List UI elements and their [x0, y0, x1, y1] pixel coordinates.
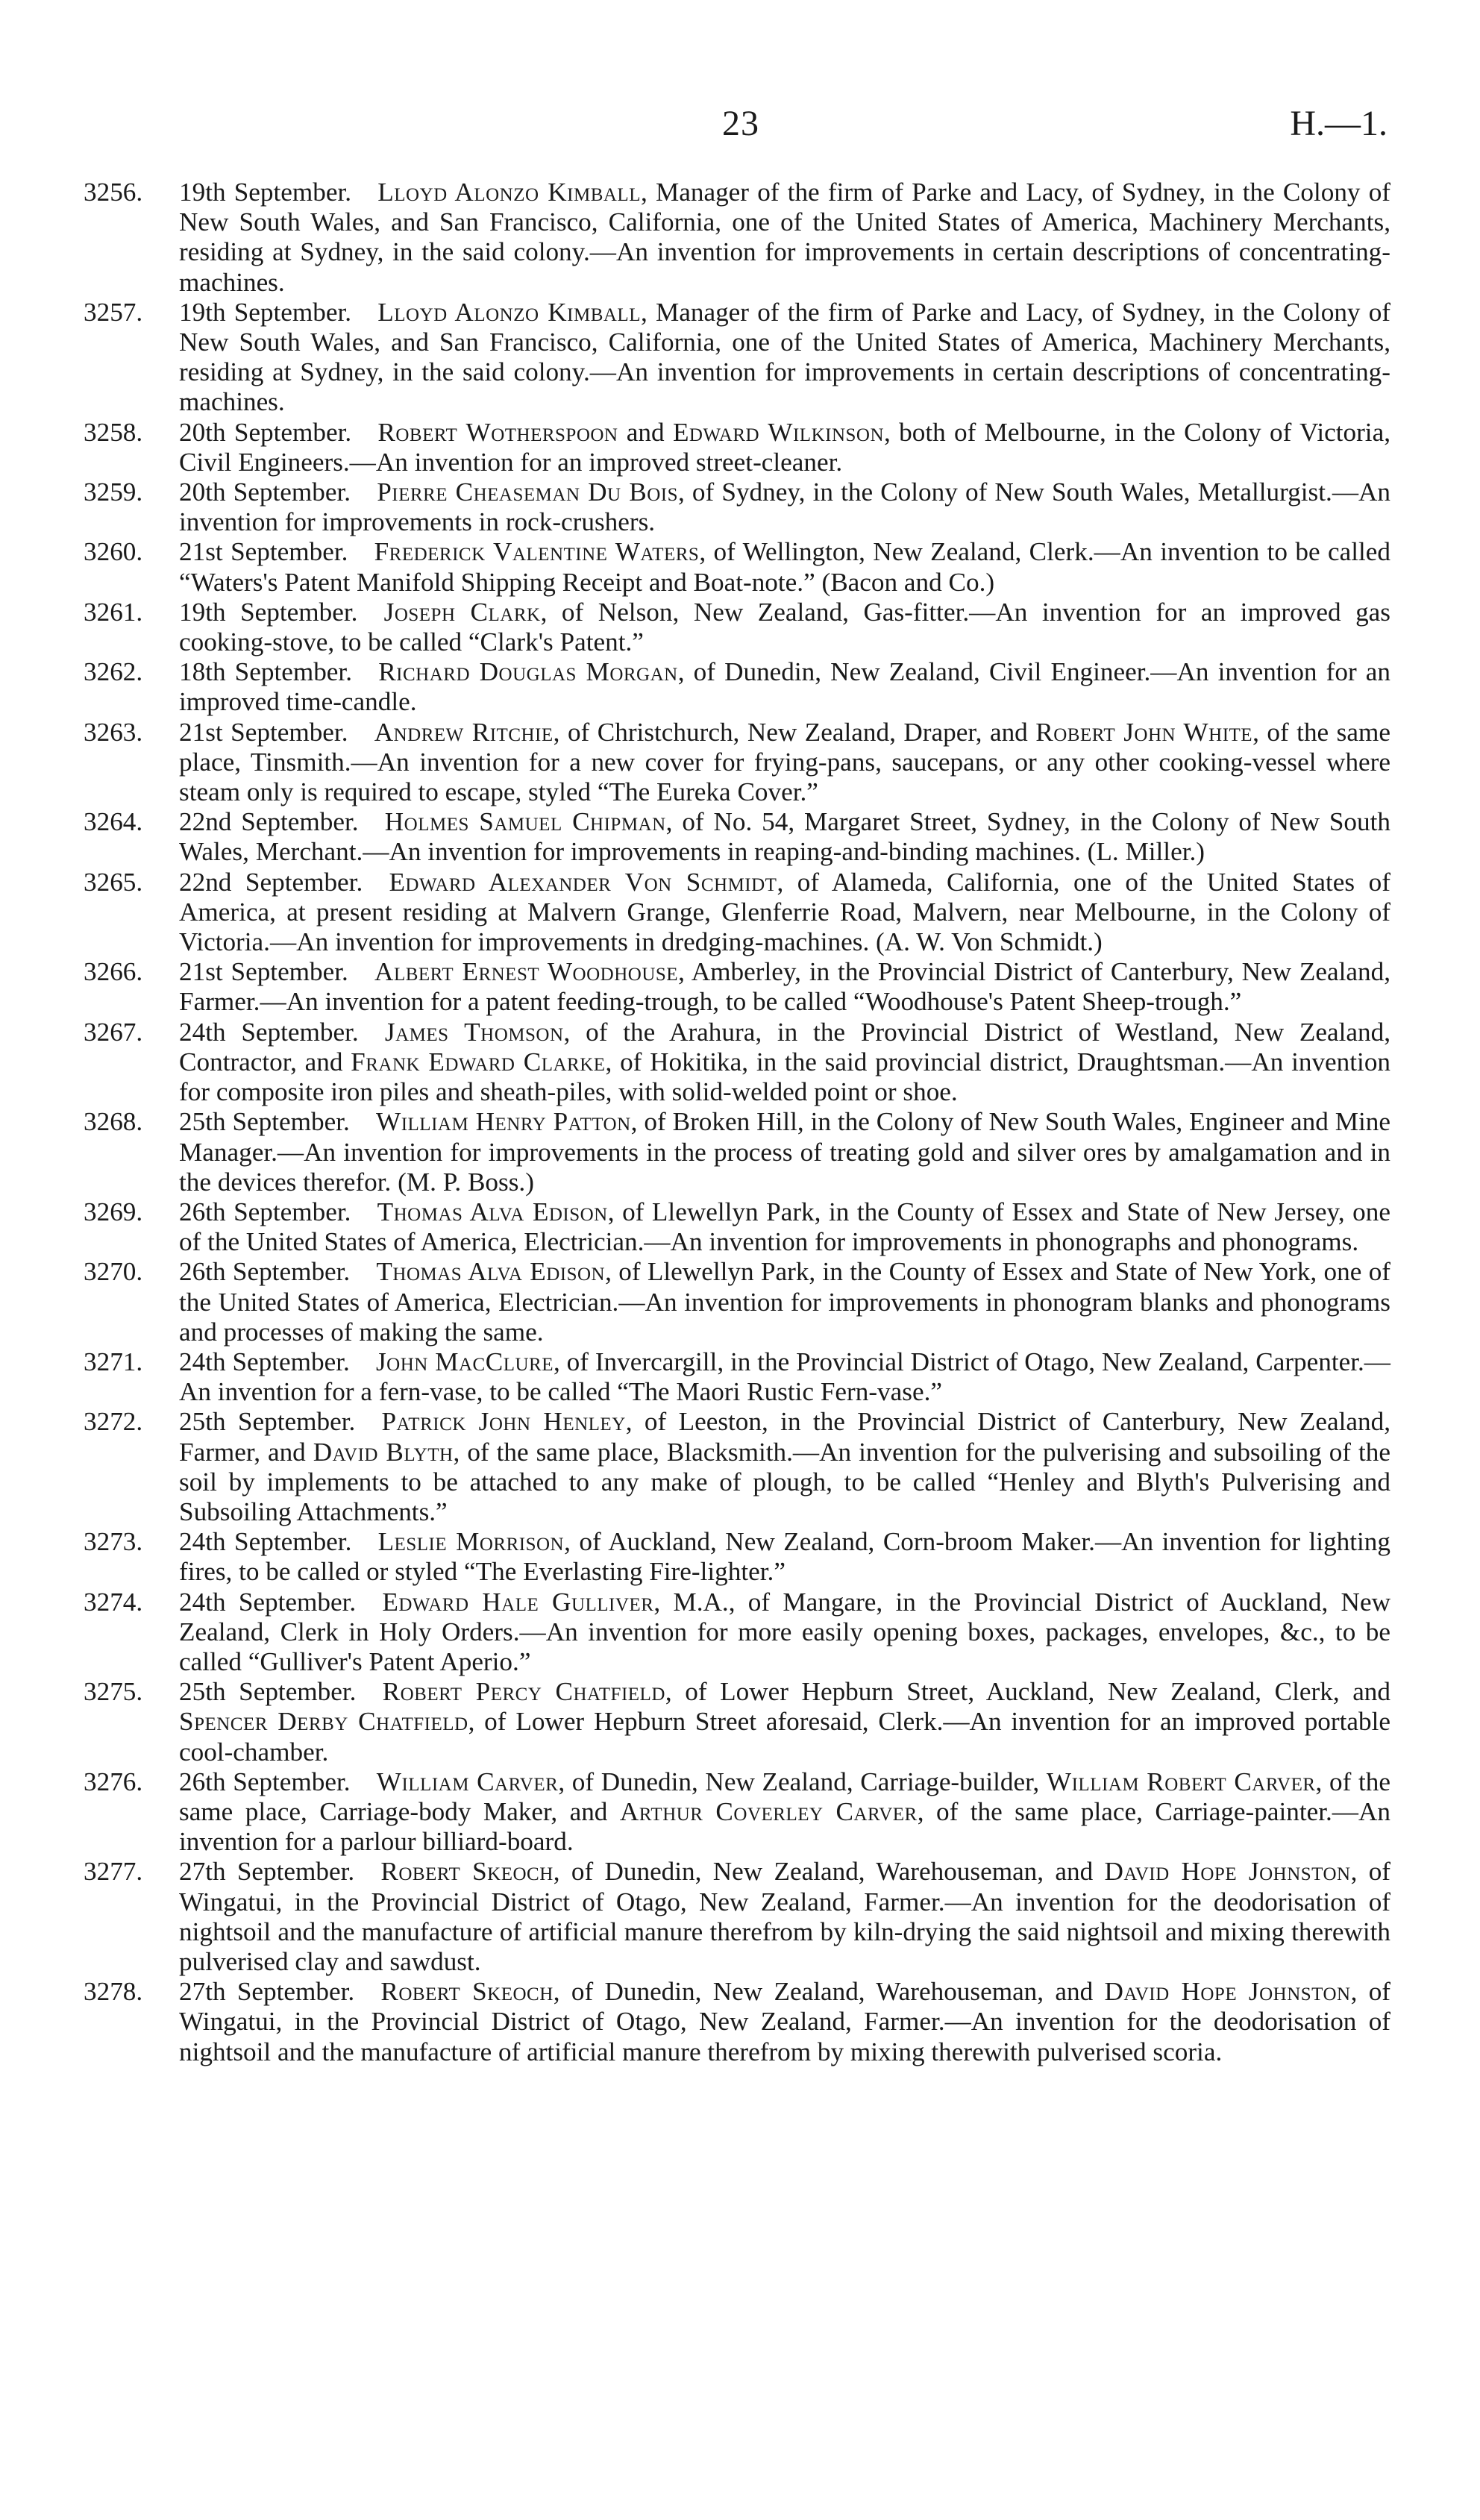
applicant-name: Patrick John Henley [381, 1407, 626, 1437]
applicant-name: Robert Wotherspoon [377, 417, 618, 447]
entry-number: 3270. [84, 1257, 143, 1287]
entry-date: 21st September. [179, 537, 348, 567]
entry-text: , of the same place, Carriage-body Maker, and [179, 1767, 1390, 1826]
applicant-name: Thomas Alva Edison [376, 1257, 606, 1287]
patent-entry [84, 1767, 1390, 1858]
patent-entry [84, 178, 1390, 298]
entry-number: 3276. [84, 1767, 143, 1796]
page-number: 23 [722, 104, 759, 143]
patent-entry [84, 598, 1390, 657]
applicant-name: Albert Ernest Woodhouse [374, 957, 679, 987]
applicant-name: Pierre Cheaseman Du Bois [377, 477, 678, 507]
entry-text: , of Lower Hepburn Street aforesaid, Clerk.—An invention for an improved portable cool-chamber. [179, 1707, 1390, 1767]
patent-entry [84, 1527, 1390, 1587]
entry-number: 3267. [84, 1017, 143, 1047]
entry-number: 3272. [84, 1407, 143, 1437]
entry-number: 3271. [84, 1347, 143, 1376]
entry-number: 3256. [84, 178, 143, 207]
patent-entry [84, 1587, 1390, 1678]
entry-text: , of the same place, Tinsmith.—An invention for a new cover for frying-pans, saucepans, or any other cooking-vessel where steam only is required to escape, styled “The Eureka Cover.” [179, 717, 1390, 807]
patent-entry [84, 1857, 1390, 1977]
entry-number: 3259. [84, 477, 143, 507]
entry-text: , Amberley, in the Provincial District of Canterbury, New Zealand, Farmer.—An invention for a patent feeding-trough, to be called “Woodhouse's Patent Sheep-trough.” [179, 957, 1390, 1017]
entry-number: 3258. [84, 417, 143, 447]
applicant-name: William Robert Carver [1046, 1767, 1316, 1796]
entry-text: , of Dunedin, New Zealand, Warehouseman, and [553, 1857, 1105, 1887]
entry-text: , of Wingatui, in the Provincial District of Otago, New Zealand, Farmer.—An invention for the deodorisation of nightsoil and the manufacture of artificial manure therefrom by kiln-drying the said nightsoil and mixing therewith pulverised clay and sawdust. [179, 1857, 1391, 1976]
entry-date: 19th September. [179, 178, 352, 207]
entry-text: , of Dunedin, New Zealand, Civil Engineer.—An invention for an improved time-candle. [179, 657, 1391, 717]
applicant-name: Arthur Coverley Carver [619, 1796, 918, 1826]
applicant-name: David Hope Johnston [1104, 1977, 1351, 2007]
entry-text: , of Hokitika, in the said provincial district, Draughtsman.—An invention for composite iron piles and sheath-piles, with solid-welded point or shoe. [179, 1047, 1391, 1107]
entry-text: , of Leeston, in the Provincial District of Canterbury, New Zealand, Farmer, and [179, 1407, 1390, 1467]
entry-text: and [618, 417, 673, 447]
entry-text: , Manager of the firm of Parke and Lacy, of Sydney, in the Colony of New South Wales, and San Francisco, California, one of the United States of America, Machinery Merchants, residing at Sydney, in the said colony.—An invention for improvements in certain descriptions of concentrating-machines. [179, 297, 1391, 417]
patent-entry [84, 298, 1390, 418]
entry-text: , of the Arahura, in the Provincial District of Westland, New Zealand, Contractor, and [179, 1017, 1391, 1076]
entry-date: 19th September. [179, 597, 358, 627]
applicant-name: Leslie Morrison [377, 1527, 565, 1557]
applicant-name: Frank Edward Clarke [351, 1047, 606, 1076]
patent-entry [84, 807, 1390, 867]
entry-text: , of the same place, Carriage-painter.—An invention for a parlour billiard-board. [179, 1796, 1390, 1857]
applicant-name: Holmes Samuel Chipman [384, 807, 666, 837]
applicant-name: Thomas Alva Edison [377, 1197, 608, 1226]
entry-date: 24th September. [179, 1527, 352, 1557]
patent-entry [84, 418, 1390, 477]
applicant-name: Spencer Derby Chatfield [179, 1707, 468, 1737]
patent-entry [84, 657, 1390, 717]
entry-number: 3278. [84, 1977, 143, 2007]
entry-text: , of Christchurch, New Zealand, Draper, and [553, 717, 1036, 747]
applicant-name: Richard Douglas Morgan [378, 657, 678, 687]
entry-text: , of Llewellyn Park, in the County of Essex and State of New York, one of the United States of America, Electrician.—An invention for improvements in phonogram blanks and phonograms and processes of making the same. [179, 1257, 1391, 1347]
entry-number: 3260. [84, 537, 143, 567]
entry-number: 3265. [84, 867, 143, 897]
entry-text: , of Sydney, in the Colony of New South Wales, Metallurgist.—An invention for improvements in rock-crushers. [179, 477, 1391, 537]
patent-entry [84, 957, 1390, 1017]
applicant-name: David Blyth [313, 1437, 454, 1467]
entry-date: 27th September. [179, 1857, 355, 1887]
entry-text: , of Auckland, New Zealand, Corn-broom Maker.—An invention for lighting fires, to be called or styled “The Everlasting Fire-lighter.” [179, 1527, 1390, 1587]
entry-date: 25th September. [179, 1107, 350, 1137]
entry-date: 26th September. [179, 1767, 351, 1796]
entry-number: 3262. [84, 657, 143, 687]
entry-date: 24th September. [179, 1347, 350, 1376]
entry-date: 18th September. [179, 657, 353, 687]
entry-date: 27th September. [179, 1977, 355, 2007]
entry-date: 26th September. [179, 1197, 351, 1226]
applicant-name: Edward Hale Gulliver [382, 1587, 654, 1617]
entry-text: , M.A., of Mangare, in the Provincial District of Auckland, New Zealand, Clerk in Holy Orders.—An invention for more easily opening boxes, packages, envelopes, &c., to be called “Gulliver's Patent Aperio.” [179, 1587, 1391, 1676]
entry-text: , Manager of the firm of Parke and Lacy, of Sydney, in the Colony of New South Wales, and San Francisco, California, one of the United States of America, Machinery Merchants, residing at Sydney, in the said colony.—An invention for improvements in certain descriptions of concentrating-machines. [179, 178, 1391, 297]
patent-entry [84, 1107, 1390, 1197]
patent-entry [84, 1407, 1390, 1527]
entry-date: 19th September. [179, 297, 352, 327]
entry-text: , of Broken Hill, in the Colony of New South Wales, Engineer and Mine Manager.—An invention for improvements in the process of treating gold and silver ores by amalgamation and in the devices therefor. (M. P. Boss.) [179, 1107, 1391, 1197]
document-reference: H.—1. [1290, 104, 1388, 143]
entry-text: , of Lower Hepburn Street, Auckland, New Zealand, Clerk, and [665, 1677, 1390, 1707]
entry-number: 3261. [84, 597, 143, 627]
entry-number: 3273. [84, 1527, 143, 1557]
entry-date: 20th September. [179, 477, 351, 507]
applicant-name: Joseph Clark [383, 597, 541, 627]
entry-text: , of Llewellyn Park, in the County of Essex and State of New Jersey, one of the United States of America, Electrician.—An invention for improvements in phonographs and phonograms. [179, 1197, 1390, 1257]
entry-number: 3257. [84, 297, 143, 327]
patent-entry [84, 718, 1390, 808]
entry-text: , both of Melbourne, in the Colony of Victoria, Civil Engineers.—An invention for an improved street-cleaner. [179, 417, 1391, 477]
applicant-name: Robert Skeoch [380, 1977, 554, 2007]
patent-entry [84, 868, 1390, 958]
patent-entries-list [84, 178, 1390, 2067]
entry-date: 22nd September. [179, 807, 359, 837]
entry-number: 3268. [84, 1107, 143, 1137]
patent-entry [84, 477, 1390, 537]
entry-date: 25th September. [179, 1407, 356, 1437]
entry-date: 24th September. [179, 1017, 359, 1047]
entry-text: , of Alameda, California, one of the United States of America, at present residing at Malvern Grange, Glenferrie Road, Malvern, near Melbourne, in the Colony of Victoria.—An invention for improvements in dredging-machines. (A. W. Von Schmidt.) [179, 867, 1390, 957]
entry-date: 26th September. [179, 1257, 351, 1287]
applicant-name: Robert Percy Chatfield [382, 1677, 665, 1707]
patent-entry [84, 1018, 1390, 1108]
entry-number: 3274. [84, 1587, 143, 1617]
entry-text: , of the same place, Blacksmith.—An invention for the pulverising and subsoiling of the soil by implements to be attached to any make of plough, to be called “Henley and Blyth's Pulverising and Subsoiling Attachments.” [179, 1437, 1390, 1526]
applicant-name: Andrew Ritchie [374, 717, 554, 747]
entry-number: 3263. [84, 717, 143, 747]
entry-number: 3277. [84, 1857, 143, 1887]
entry-number: 3266. [84, 957, 143, 987]
entry-text: , of Wingatui, in the Provincial District of Otago, New Zealand, Farmer.—An invention for the deodorisation of nightsoil and the manufacture of artificial manure therefrom by mixing therewith pulverised scoria. [179, 1977, 1391, 2066]
patent-entry [84, 1977, 1390, 2067]
entry-number: 3269. [84, 1197, 143, 1226]
applicant-name: Edward Wilkinson [672, 417, 885, 447]
applicant-name: Robert Skeoch [380, 1857, 554, 1887]
entry-date: 24th September. [179, 1587, 357, 1617]
applicant-name: William Henry Patton [376, 1107, 631, 1137]
entry-text: , of Dunedin, New Zealand, Warehouseman, and [553, 1977, 1105, 2007]
patent-entry [84, 537, 1390, 597]
entry-text: , of Dunedin, New Zealand, Carriage-builder, [558, 1767, 1047, 1796]
applicant-name: David Hope Johnston [1104, 1857, 1351, 1887]
entry-text: , of Invercargill, in the Provincial District of Otago, New Zealand, Carpenter.—An invention for a fern-vase, to be called “The Maori Rustic Fern-vase.” [179, 1347, 1390, 1407]
entry-text: , of Nelson, New Zealand, Gas-fitter.—An invention for an improved gas cooking-stove, to be called “Clark's Patent.” [179, 597, 1390, 657]
applicant-name: William Carver [376, 1767, 559, 1796]
patent-entry [84, 1197, 1390, 1257]
entry-date: 22nd September. [179, 867, 363, 897]
applicant-name: John MacClure [375, 1347, 554, 1376]
applicant-name: Robert John White [1035, 717, 1253, 747]
entry-text: , of No. 54, Margaret Street, Sydney, in the Colony of New South Wales, Merchant.—An invention for improvements in reaping-and-binding machines. (L. Miller.) [179, 807, 1390, 867]
applicant-name: Edward Alexander Von Schmidt [389, 867, 777, 897]
entry-date: 20th September. [179, 417, 352, 447]
patent-entry [84, 1677, 1390, 1767]
applicant-name: Lloyd Alonzo Kimball [377, 297, 641, 327]
entry-date: 25th September. [179, 1677, 357, 1707]
entry-date: 21st September. [179, 957, 348, 987]
applicant-name: Frederick Valentine Waters [374, 537, 700, 567]
entry-number: 3264. [84, 807, 143, 837]
patent-entry [84, 1347, 1390, 1407]
entry-text: , of Wellington, New Zealand, Clerk.—An invention to be called “Waters's Patent Manifold Shipping Receipt and Boat-note.” (Bacon and Co.) [179, 537, 1390, 597]
applicant-name: Lloyd Alonzo Kimball [377, 178, 641, 207]
patent-entry [84, 1257, 1390, 1347]
applicant-name: James Thomson [384, 1017, 564, 1047]
entry-number: 3275. [84, 1677, 143, 1707]
entry-date: 21st September. [179, 717, 348, 747]
